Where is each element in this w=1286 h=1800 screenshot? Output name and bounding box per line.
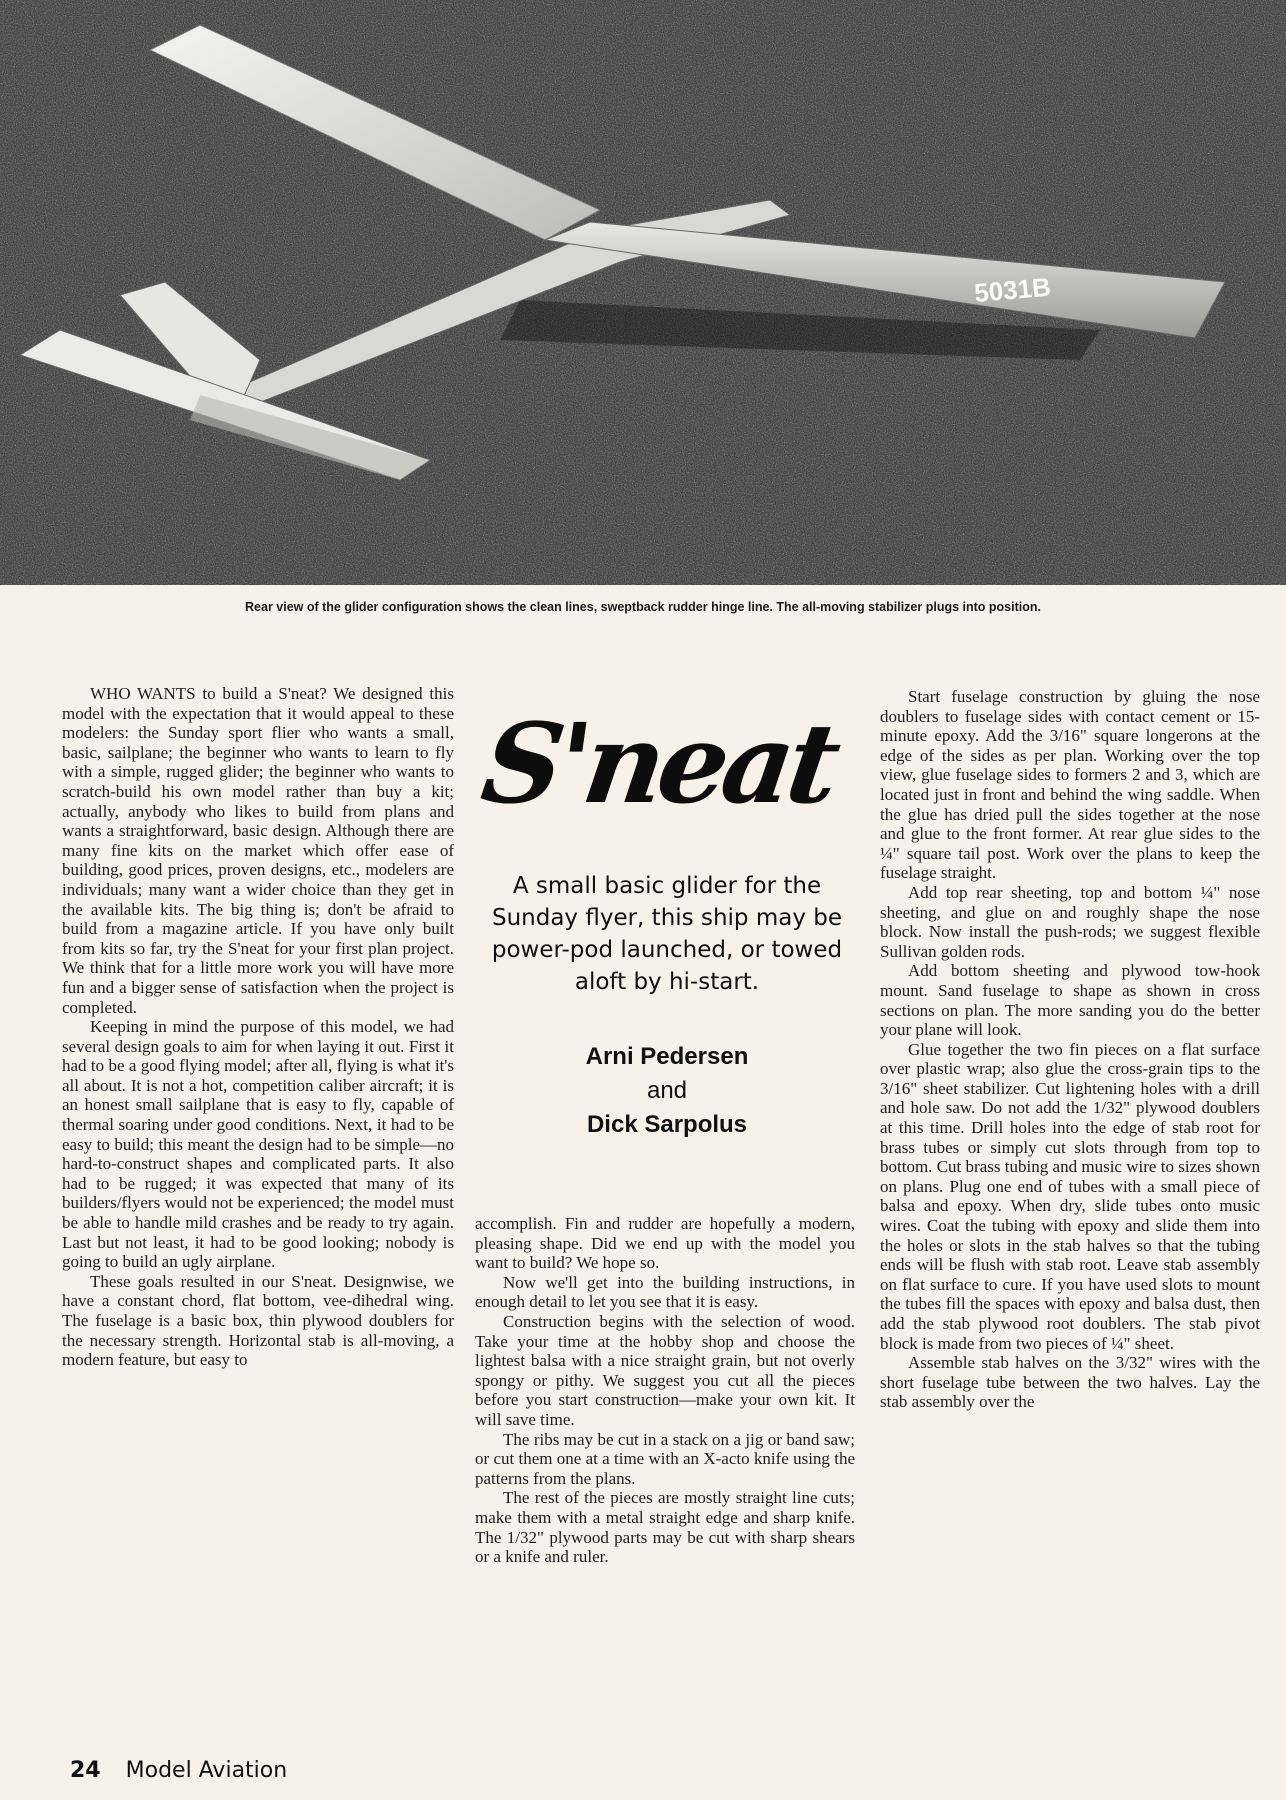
paragraph: The rest of the pieces are mostly straight line cuts; make them with a metal straight edge and sharp knife. The 1/32" plywood parts may be cut with sharp shears or a knife and ruler.	[475, 1488, 855, 1567]
paragraph: Keeping in mind the purpose of this model, we had several design goals to aim for when laying it out. First it had to be a good flying model; after all, flying is what it's all about. It is not a hot, competition caliber aircraft; it is an honest small sailplane that is easy to fly, capable of thermal soaring under good conditions. Next, it had to be easy to build; this meant the design had to be simple—no hard-to-construct shapes and complicated parts. It also had to be rugged; it was expected that many of its builders/flyers would not be experienced; the model must be able to handle mild crashes and be ready to try again. Last but not least, it had to be good looking; nobody is going to build an ugly airplane.	[62, 1017, 454, 1272]
page-footer	[70, 1758, 287, 1783]
article-column-2	[475, 1214, 855, 1567]
byline-conjunction: and	[646, 1077, 688, 1104]
glider-photo	[0, 0, 1286, 585]
wing-registration: 5031B	[973, 271, 1052, 309]
paragraph: accomplish. Fin and rudder are hopefully a modern, pleasing shape. Did we end up with the model you want to build? We hope so.	[475, 1214, 855, 1273]
article-title	[470, 682, 870, 832]
paragraph: These goals resulted in our S'neat. Designwise, we have a constant chord, flat bottom, vee-dihedral wing. The fuselage is a basic box, thin plywood doublers for the necessary strength. Horizontal stab is all-moving, a modern feature, but easy to	[62, 1271, 454, 1370]
page-number: 24	[70, 1758, 101, 1783]
article-column-1	[62, 684, 454, 1370]
paragraph: Construction begins with the selection of wood. Take your time at the hobby shop and choose the lightest balsa with a nice straight grain, but not overly spongy or pithy. We suggest you cut all the pieces before you start construction—make your own kit. It will save time.	[475, 1311, 855, 1429]
paragraph: The ribs may be cut in a stack on a jig or band saw; or cut them one at a time with an X-acto knife using the patterns from the plans.	[475, 1429, 855, 1488]
paragraph: WHO WANTS to build a S'neat? We designed this model with the expectation that it would appeal to these modelers: the Sunday sport flier who wants a small, basic, sailplane; the beginner who wants to learn to fly with a simple, rugged glider; the beginner who wants to scratch-build his own model rather than buy a kit; actually, anybody who likes to build from plans and wants a straightforward, basic design. Although there are many fine kits on the market which offer ease of building, good prices, proven designs, etc., modelers are individuals; many want a wider choice than they get in the available kits. The big thing is; don't be afraid to build from a magazine article. If you have only built from kits so far, try the S'neat for your first plan project. We think that for a little more work you will have more fun and a bigger sense of satisfaction when the project is completed.	[62, 684, 454, 1017]
title-logo	[470, 682, 870, 832]
title-text: S'neat	[474, 699, 843, 829]
author-name: Arni Pedersen	[585, 1043, 749, 1070]
photo-caption: Rear view of the glider configuration shows the clean lines, sweptback rudder hinge line. The all-moving stabilizer plugs into position.	[245, 600, 1041, 614]
glider-photo-illustration	[0, 0, 1286, 585]
paragraph: Add bottom sheeting and plywood tow-hook mount. Sand fuselage to shape as shown in cross sections on plan. The more sanding you do the better your plane will look.	[880, 961, 1260, 1040]
author-name: Dick Sarpolus	[586, 1111, 748, 1138]
article-byline	[472, 1040, 862, 1142]
paragraph: Glue together the two fin pieces on a flat surface over plastic wrap; also glue the cross-grain tips to the 3/16" sheet stabilizer. Cut lightening holes with a drill and hole saw. Do not add the 1/32" plywood doublers at this time. Drill holes into the edge of stab root for brass tubes or simply cut slots through from top to bottom. Cut brass tubing and music wire to sizes shown on plans. Plug one end of tubes with a small piece of balsa and epoxy. When dry, slide tubes onto music wires. Coat the tubing with epoxy and slide them into the holes or slots in the stab halves so that the tubing ends will be flush with stab root. Leave stab assembly on flat surface to cure. If you have used slots to mount the tubes fill the spaces with epoxy and balsa dust, then add the stab plywood root doublers. The stab pivot block is made from two pieces of ¼" sheet.	[880, 1039, 1260, 1353]
paragraph: Add top rear sheeting, top and bottom ¼" nose sheeting, and glue on and roughly shape the nose block. Now install the push-rods; we suggest flexible Sullivan golden rods.	[880, 882, 1260, 961]
paragraph: Now we'll get into the building instructions, in enough detail to let you see that it is easy.	[475, 1272, 855, 1312]
article-subtitle: A small basic glider for the Sunday flyer, this ship may be power-pod launched, or towed aloft by hi-start.	[491, 873, 843, 995]
magazine-name: Model Aviation	[125, 1758, 288, 1783]
paragraph: Assemble stab halves on the 3/32" wires with the short fuselage tube between the two halves. Lay the stab assembly over the	[880, 1353, 1260, 1412]
paragraph: Start fuselage construction by gluing the nose doublers to fuselage sides with contact cement or 15-minute epoxy. Add the 3/16" square longerons at the edge of the sides as per plan. Working over the top view, glue fuselage sides to formers 2 and 3, which are located just in front and behind the wing saddle. When the glue has dried pull the sides together at the nose and glue to the front former. At rear glue sides to the ¼" square tail post. Work over the plans to keep the fuselage straight.	[880, 687, 1260, 883]
article-column-3	[880, 687, 1260, 1412]
